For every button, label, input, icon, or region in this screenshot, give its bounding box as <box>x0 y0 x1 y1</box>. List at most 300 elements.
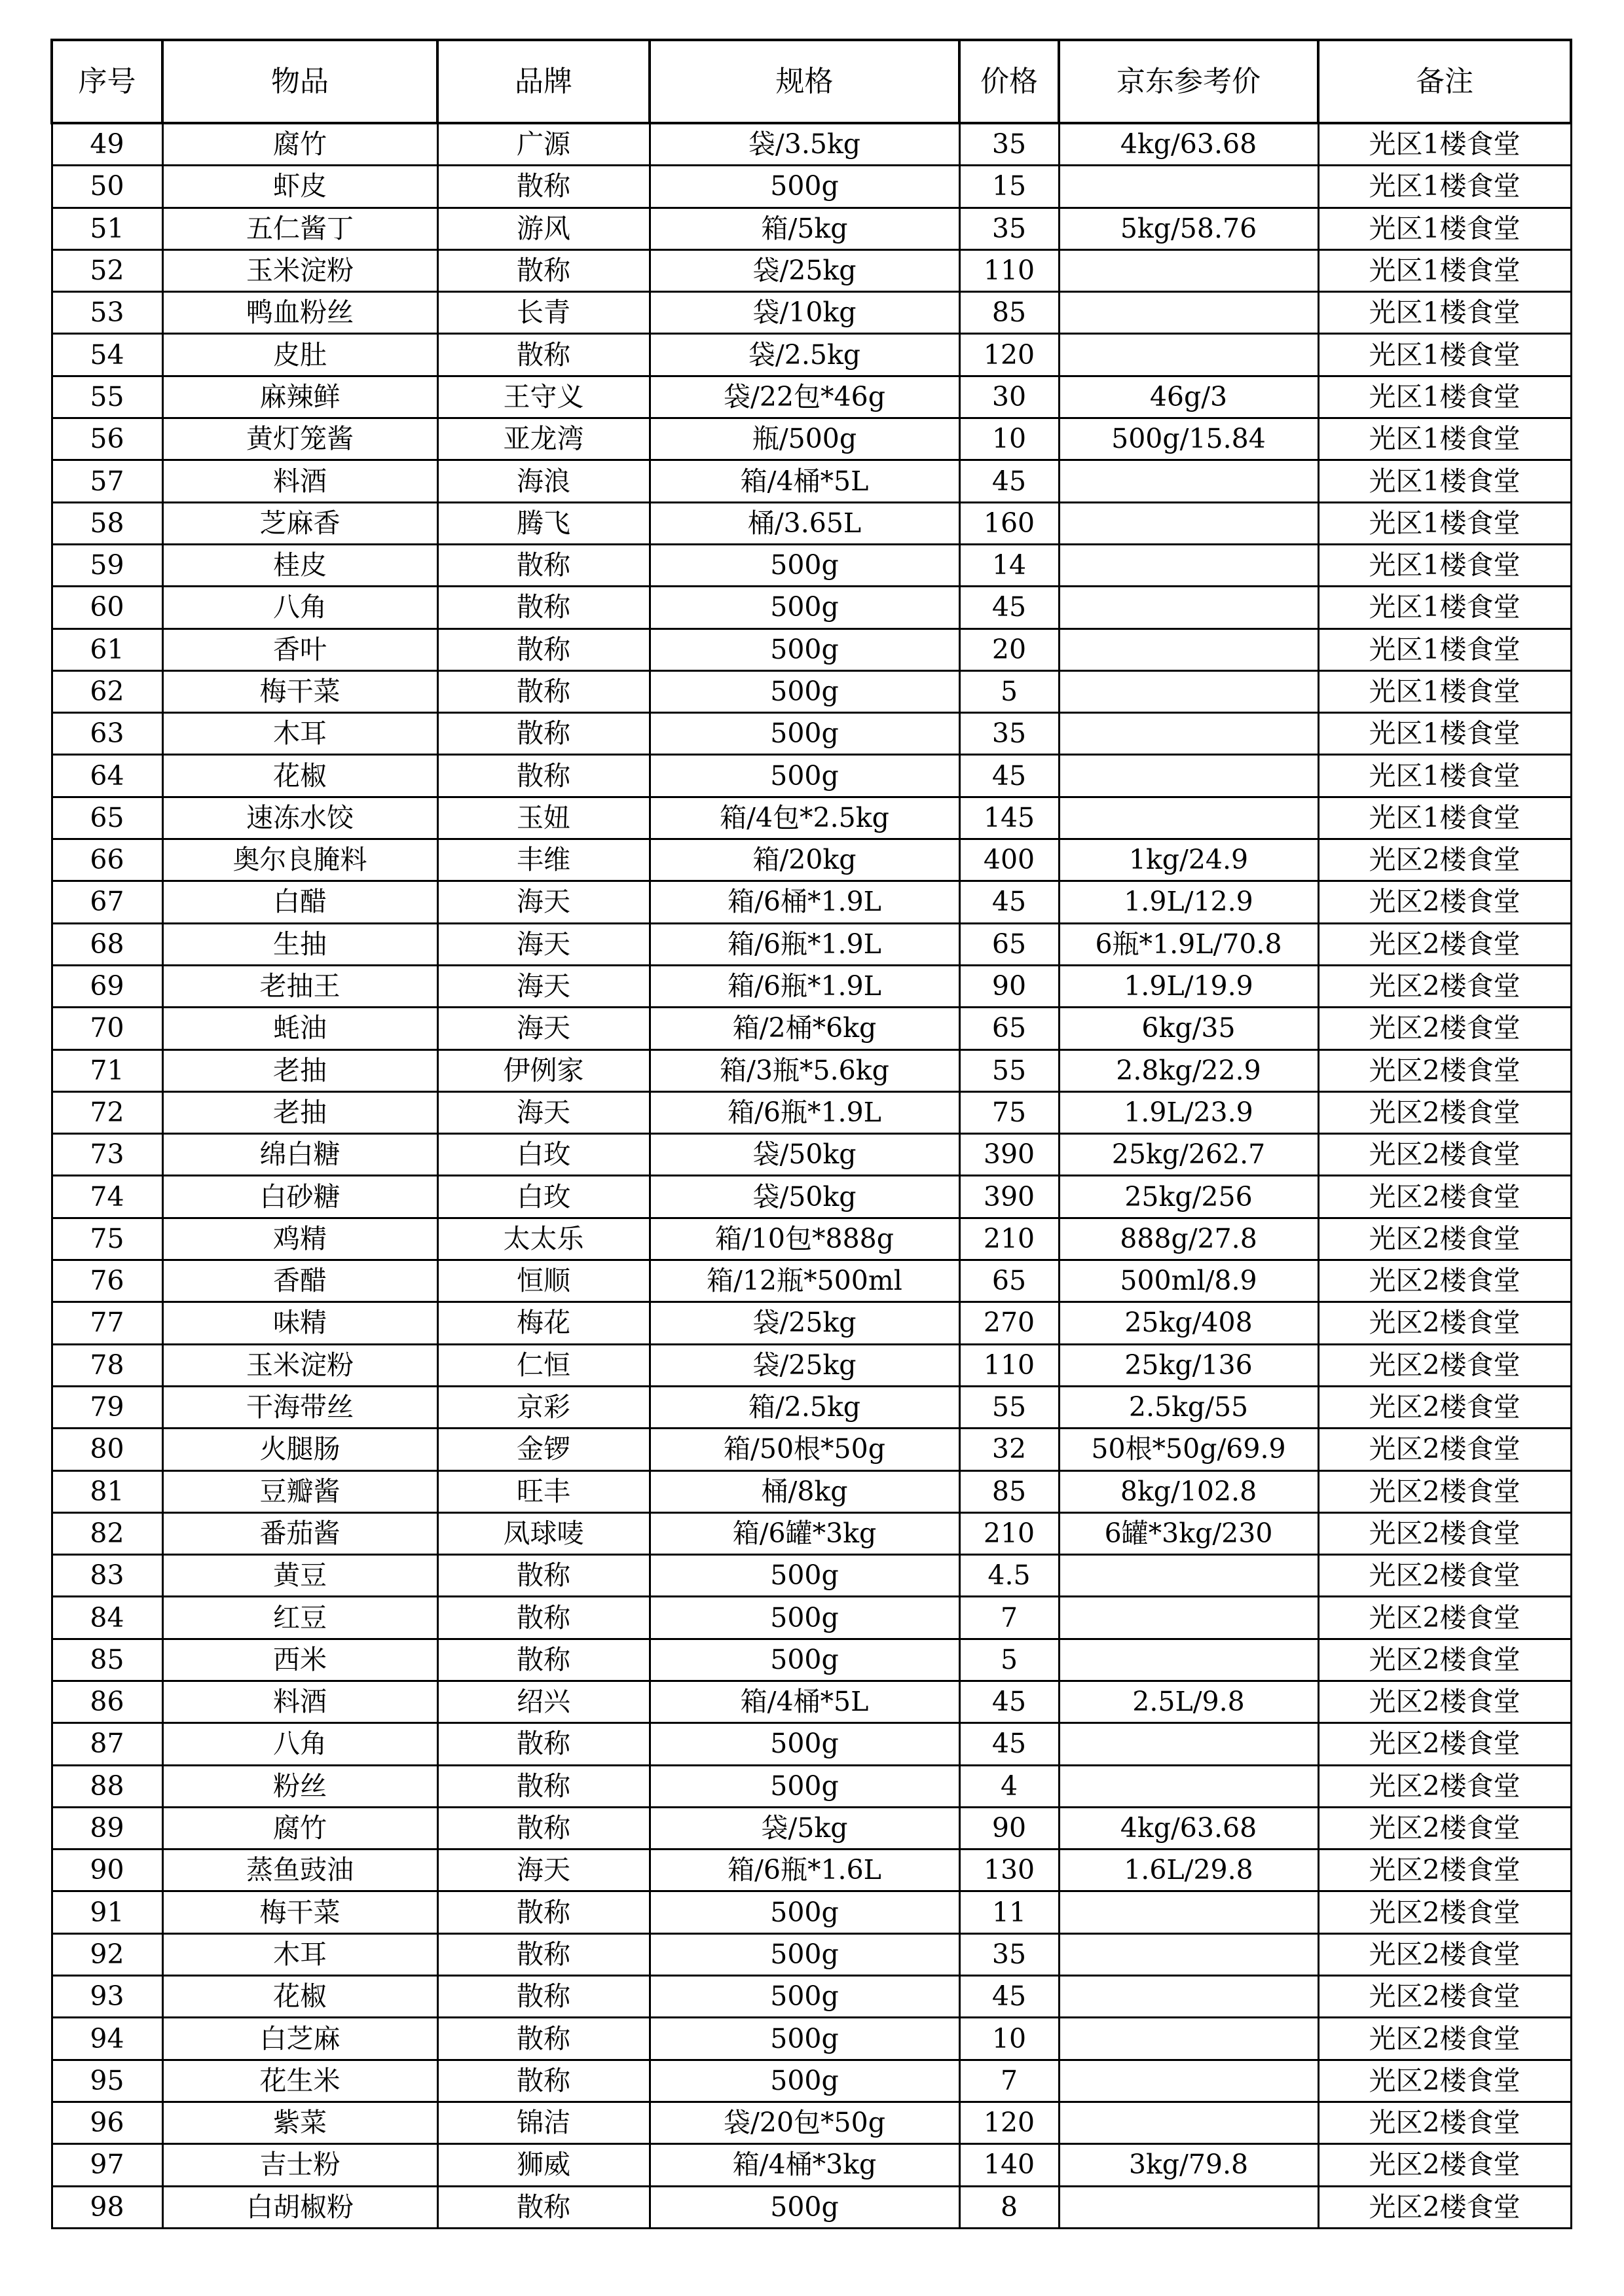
cell-brand: 散称 <box>437 713 650 755</box>
cell-remark: 光区2楼食堂 <box>1318 1218 1571 1260</box>
cell-index: 76 <box>52 1260 162 1302</box>
cell-remark: 光区2楼食堂 <box>1318 1386 1571 1428</box>
cell-price: 210 <box>959 1218 1059 1260</box>
cell-index: 85 <box>52 1639 162 1681</box>
cell-price: 45 <box>959 460 1059 502</box>
cell-brand: 白玫 <box>437 1176 650 1218</box>
cell-brand: 散称 <box>437 1807 650 1849</box>
cell-spec: 袋/20包*50g <box>650 2102 959 2143</box>
cell-price: 7 <box>959 1597 1059 1639</box>
cell-remark: 光区2楼食堂 <box>1318 2018 1571 2060</box>
cell-jd-reference-price <box>1059 2060 1318 2102</box>
cell-jd-reference-price: 1.9L/23.9 <box>1059 1091 1318 1133</box>
cell-remark: 光区2楼食堂 <box>1318 1807 1571 1849</box>
cell-item: 紫菜 <box>162 2102 437 2143</box>
table-row <box>52 1344 1571 1386</box>
cell-index: 90 <box>52 1850 162 1891</box>
cell-item: 蒸鱼豉油 <box>162 1850 437 1891</box>
cell-item: 梅干菜 <box>162 670 437 712</box>
cell-jd-reference-price <box>1059 1639 1318 1681</box>
cell-remark: 光区2楼食堂 <box>1318 2060 1571 2102</box>
table-row <box>52 1386 1571 1428</box>
cell-item: 梅干菜 <box>162 1891 437 1933</box>
cell-jd-reference-price <box>1059 249 1318 291</box>
cell-spec: 箱/20kg <box>650 839 959 881</box>
cell-brand: 锦洁 <box>437 2102 650 2143</box>
table-row <box>52 587 1571 629</box>
cell-index: 54 <box>52 334 162 376</box>
cell-spec: 箱/6桶*1.9L <box>650 881 959 923</box>
cell-item: 番茄酱 <box>162 1512 437 1554</box>
cell-remark: 光区2楼食堂 <box>1318 1344 1571 1386</box>
cell-remark: 光区2楼食堂 <box>1318 2102 1571 2143</box>
cell-jd-reference-price <box>1059 1597 1318 1639</box>
cell-item: 豆瓣酱 <box>162 1470 437 1512</box>
table-row <box>52 1723 1571 1765</box>
cell-remark: 光区1楼食堂 <box>1318 755 1571 797</box>
cell-price: 45 <box>959 1681 1059 1722</box>
cell-spec: 袋/25kg <box>650 249 959 291</box>
cell-price: 30 <box>959 376 1059 418</box>
cell-jd-reference-price: 500g/15.84 <box>1059 418 1318 460</box>
cell-brand: 海天 <box>437 1091 650 1133</box>
table-row <box>52 2060 1571 2102</box>
cell-jd-reference-price: 6kg/35 <box>1059 1008 1318 1049</box>
cell-spec: 箱/2.5kg <box>650 1386 959 1428</box>
cell-brand: 王守义 <box>437 376 650 418</box>
cell-brand: 散称 <box>437 1891 650 1933</box>
cell-spec: 袋/2.5kg <box>650 334 959 376</box>
cell-index: 77 <box>52 1302 162 1344</box>
cell-brand: 凤球唛 <box>437 1512 650 1554</box>
cell-spec: 500g <box>650 1597 959 1639</box>
cell-index: 88 <box>52 1765 162 1807</box>
cell-remark: 光区1楼食堂 <box>1318 587 1571 629</box>
cell-price: 390 <box>959 1134 1059 1176</box>
cell-price: 210 <box>959 1512 1059 1554</box>
table-row <box>52 544 1571 586</box>
cell-index: 82 <box>52 1512 162 1554</box>
cell-remark: 光区2楼食堂 <box>1318 2144 1571 2186</box>
cell-item: 八角 <box>162 587 437 629</box>
cell-spec: 桶/3.65L <box>650 502 959 544</box>
cell-item: 木耳 <box>162 713 437 755</box>
table-row <box>52 755 1571 797</box>
cell-item: 黄豆 <box>162 1555 437 1597</box>
cell-brand: 海天 <box>437 1008 650 1049</box>
cell-price: 110 <box>959 1344 1059 1386</box>
cell-spec: 500g <box>650 1976 959 2018</box>
cell-index: 66 <box>52 839 162 881</box>
table-row <box>52 839 1571 881</box>
cell-item: 皮肚 <box>162 334 437 376</box>
cell-jd-reference-price <box>1059 166 1318 208</box>
cell-price: 45 <box>959 1723 1059 1765</box>
cell-price: 45 <box>959 1976 1059 2018</box>
cell-brand: 仁恒 <box>437 1344 650 1386</box>
cell-brand: 海天 <box>437 965 650 1007</box>
cell-price: 4 <box>959 1765 1059 1807</box>
cell-brand: 散称 <box>437 544 650 586</box>
cell-index: 94 <box>52 2018 162 2060</box>
cell-jd-reference-price <box>1059 629 1318 670</box>
cell-brand: 海天 <box>437 1850 650 1891</box>
cell-price: 35 <box>959 208 1059 249</box>
cell-remark: 光区2楼食堂 <box>1318 1134 1571 1176</box>
cell-brand: 梅花 <box>437 1302 650 1344</box>
table-row <box>52 2186 1571 2228</box>
cell-price: 55 <box>959 1049 1059 1091</box>
cell-item: 木耳 <box>162 1933 437 1975</box>
table-row <box>52 208 1571 249</box>
table-row <box>52 123 1571 166</box>
cell-item: 蚝油 <box>162 1008 437 1049</box>
cell-price: 20 <box>959 629 1059 670</box>
cell-spec: 袋/50kg <box>650 1134 959 1176</box>
cell-remark: 光区1楼食堂 <box>1318 123 1571 166</box>
cell-price: 10 <box>959 2018 1059 2060</box>
cell-price: 35 <box>959 123 1059 166</box>
cell-index: 59 <box>52 544 162 586</box>
cell-item: 吉士粉 <box>162 2144 437 2186</box>
cell-jd-reference-price: 1kg/24.9 <box>1059 839 1318 881</box>
cell-spec: 箱/50根*50g <box>650 1429 959 1470</box>
cell-spec: 500g <box>650 166 959 208</box>
cell-brand: 散称 <box>437 1555 650 1597</box>
cell-brand: 散称 <box>437 1639 650 1681</box>
cell-index: 83 <box>52 1555 162 1597</box>
cell-item: 老抽王 <box>162 965 437 1007</box>
cell-brand: 恒顺 <box>437 1260 650 1302</box>
cell-spec: 箱/3瓶*5.6kg <box>650 1049 959 1091</box>
cell-jd-reference-price <box>1059 502 1318 544</box>
cell-jd-reference-price: 4kg/63.68 <box>1059 123 1318 166</box>
cell-brand: 亚龙湾 <box>437 418 650 460</box>
cell-brand: 丰维 <box>437 839 650 881</box>
table-row <box>52 1976 1571 2018</box>
table-row <box>52 1681 1571 1722</box>
cell-item: 玉米淀粉 <box>162 249 437 291</box>
cell-index: 50 <box>52 166 162 208</box>
cell-spec: 箱/6罐*3kg <box>650 1512 959 1554</box>
table-row <box>52 629 1571 670</box>
cell-brand: 散称 <box>437 755 650 797</box>
table-body <box>52 123 1571 2228</box>
cell-index: 75 <box>52 1218 162 1260</box>
cell-remark: 光区1楼食堂 <box>1318 797 1571 839</box>
cell-spec: 箱/4桶*5L <box>650 1681 959 1722</box>
cell-jd-reference-price <box>1059 1555 1318 1597</box>
cell-item: 腐竹 <box>162 1807 437 1849</box>
cell-remark: 光区1楼食堂 <box>1318 460 1571 502</box>
cell-index: 97 <box>52 2144 162 2186</box>
cell-index: 55 <box>52 376 162 418</box>
cell-jd-reference-price: 1.9L/12.9 <box>1059 881 1318 923</box>
cell-index: 61 <box>52 629 162 670</box>
table-row <box>52 713 1571 755</box>
cell-price: 65 <box>959 1008 1059 1049</box>
cell-item: 麻辣鲜 <box>162 376 437 418</box>
table-row <box>52 923 1571 965</box>
header-remark: 备注 <box>1318 40 1571 123</box>
cell-remark: 光区2楼食堂 <box>1318 2186 1571 2228</box>
cell-brand: 白玫 <box>437 1134 650 1176</box>
cell-brand: 太太乐 <box>437 1218 650 1260</box>
cell-price: 90 <box>959 1807 1059 1849</box>
cell-price: 32 <box>959 1429 1059 1470</box>
table-row <box>52 1260 1571 1302</box>
header-spec: 规格 <box>650 40 959 123</box>
cell-item: 花椒 <box>162 1976 437 2018</box>
cell-item: 八角 <box>162 1723 437 1765</box>
table-row <box>52 1807 1571 1849</box>
cell-remark: 光区1楼食堂 <box>1318 713 1571 755</box>
cell-spec: 箱/4桶*3kg <box>650 2144 959 2186</box>
cell-remark: 光区1楼食堂 <box>1318 166 1571 208</box>
cell-price: 75 <box>959 1091 1059 1133</box>
cell-index: 91 <box>52 1891 162 1933</box>
cell-jd-reference-price: 5kg/58.76 <box>1059 208 1318 249</box>
cell-item: 老抽 <box>162 1049 437 1091</box>
cell-jd-reference-price <box>1059 2018 1318 2060</box>
cell-remark: 光区2楼食堂 <box>1318 1891 1571 1933</box>
table-row <box>52 1555 1571 1597</box>
cell-brand: 散称 <box>437 2186 650 2228</box>
table-row <box>52 1049 1571 1091</box>
cell-remark: 光区1楼食堂 <box>1318 208 1571 249</box>
cell-jd-reference-price <box>1059 670 1318 712</box>
cell-item: 香叶 <box>162 629 437 670</box>
cell-item: 香醋 <box>162 1260 437 1302</box>
cell-price: 5 <box>959 670 1059 712</box>
cell-price: 270 <box>959 1302 1059 1344</box>
cell-price: 35 <box>959 713 1059 755</box>
cell-index: 78 <box>52 1344 162 1386</box>
header-row <box>52 40 1571 123</box>
cell-price: 45 <box>959 881 1059 923</box>
cell-remark: 光区1楼食堂 <box>1318 629 1571 670</box>
cell-jd-reference-price: 3kg/79.8 <box>1059 2144 1318 2186</box>
cell-spec: 500g <box>650 713 959 755</box>
cell-index: 95 <box>52 2060 162 2102</box>
cell-item: 花生米 <box>162 2060 437 2102</box>
cell-index: 87 <box>52 1723 162 1765</box>
cell-jd-reference-price: 2.5L/9.8 <box>1059 1681 1318 1722</box>
cell-jd-reference-price <box>1059 587 1318 629</box>
cell-brand: 玉妞 <box>437 797 650 839</box>
cell-remark: 光区1楼食堂 <box>1318 249 1571 291</box>
cell-spec: 500g <box>650 587 959 629</box>
cell-spec: 袋/22包*46g <box>650 376 959 418</box>
table-header <box>52 40 1571 123</box>
cell-jd-reference-price: 4kg/63.68 <box>1059 1807 1318 1849</box>
cell-price: 120 <box>959 334 1059 376</box>
cell-remark: 光区2楼食堂 <box>1318 1470 1571 1512</box>
cell-brand: 散称 <box>437 1933 650 1975</box>
cell-remark: 光区2楼食堂 <box>1318 965 1571 1007</box>
cell-price: 45 <box>959 755 1059 797</box>
cell-index: 98 <box>52 2186 162 2228</box>
table-row <box>52 1091 1571 1133</box>
cell-remark: 光区2楼食堂 <box>1318 1008 1571 1049</box>
cell-index: 57 <box>52 460 162 502</box>
cell-index: 70 <box>52 1008 162 1049</box>
cell-remark: 光区2楼食堂 <box>1318 1512 1571 1554</box>
header-item: 物品 <box>162 40 437 123</box>
cell-spec: 箱/4桶*5L <box>650 460 959 502</box>
cell-brand: 海天 <box>437 881 650 923</box>
table-row <box>52 249 1571 291</box>
cell-remark: 光区2楼食堂 <box>1318 1765 1571 1807</box>
cell-index: 53 <box>52 292 162 334</box>
cell-remark: 光区2楼食堂 <box>1318 1597 1571 1639</box>
cell-brand: 散称 <box>437 670 650 712</box>
cell-spec: 袋/25kg <box>650 1302 959 1344</box>
cell-jd-reference-price: 500ml/8.9 <box>1059 1260 1318 1302</box>
cell-price: 7 <box>959 2060 1059 2102</box>
cell-item: 玉米淀粉 <box>162 1344 437 1386</box>
cell-remark: 光区2楼食堂 <box>1318 1429 1571 1470</box>
cell-spec: 500g <box>650 2060 959 2102</box>
cell-remark: 光区2楼食堂 <box>1318 1091 1571 1133</box>
cell-item: 五仁酱丁 <box>162 208 437 249</box>
cell-item: 花椒 <box>162 755 437 797</box>
cell-remark: 光区2楼食堂 <box>1318 1049 1571 1091</box>
cell-remark: 光区1楼食堂 <box>1318 292 1571 334</box>
cell-item: 桂皮 <box>162 544 437 586</box>
cell-item: 绵白糖 <box>162 1134 437 1176</box>
cell-spec: 箱/6瓶*1.9L <box>650 965 959 1007</box>
cell-jd-reference-price <box>1059 544 1318 586</box>
cell-index: 80 <box>52 1429 162 1470</box>
cell-spec: 500g <box>650 544 959 586</box>
cell-index: 69 <box>52 965 162 1007</box>
cell-spec: 箱/5kg <box>650 208 959 249</box>
cell-jd-reference-price <box>1059 1723 1318 1765</box>
table-row <box>52 1933 1571 1975</box>
cell-brand: 散称 <box>437 587 650 629</box>
cell-price: 55 <box>959 1386 1059 1428</box>
cell-price: 65 <box>959 1260 1059 1302</box>
header-brand: 品牌 <box>437 40 650 123</box>
cell-spec: 箱/2桶*6kg <box>650 1008 959 1049</box>
cell-item: 白芝麻 <box>162 2018 437 2060</box>
cell-brand: 广源 <box>437 123 650 166</box>
cell-remark: 光区1楼食堂 <box>1318 418 1571 460</box>
cell-spec: 袋/10kg <box>650 292 959 334</box>
cell-jd-reference-price <box>1059 1891 1318 1933</box>
cell-price: 14 <box>959 544 1059 586</box>
cell-index: 56 <box>52 418 162 460</box>
cell-brand: 散称 <box>437 2060 650 2102</box>
cell-spec: 箱/10包*888g <box>650 1218 959 1260</box>
cell-item: 鸭血粉丝 <box>162 292 437 334</box>
cell-jd-reference-price <box>1059 460 1318 502</box>
cell-remark: 光区2楼食堂 <box>1318 1555 1571 1597</box>
header-jd-reference-price: 京东参考价 <box>1059 40 1318 123</box>
cell-spec: 500g <box>650 755 959 797</box>
cell-remark: 光区2楼食堂 <box>1318 1681 1571 1722</box>
cell-price: 45 <box>959 587 1059 629</box>
cell-index: 67 <box>52 881 162 923</box>
cell-spec: 500g <box>650 1723 959 1765</box>
cell-jd-reference-price: 25kg/408 <box>1059 1302 1318 1344</box>
cell-price: 8 <box>959 2186 1059 2228</box>
table-row <box>52 1429 1571 1470</box>
cell-spec: 箱/12瓶*500ml <box>650 1260 959 1302</box>
cell-jd-reference-price <box>1059 1765 1318 1807</box>
cell-spec: 箱/6瓶*1.9L <box>650 923 959 965</box>
cell-index: 68 <box>52 923 162 965</box>
cell-spec: 瓶/500g <box>650 418 959 460</box>
cell-index: 71 <box>52 1049 162 1091</box>
cell-jd-reference-price: 25kg/136 <box>1059 1344 1318 1386</box>
cell-spec: 袋/25kg <box>650 1344 959 1386</box>
cell-jd-reference-price <box>1059 2186 1318 2228</box>
cell-item: 速冻水饺 <box>162 797 437 839</box>
cell-remark: 光区2楼食堂 <box>1318 1976 1571 2018</box>
cell-remark: 光区2楼食堂 <box>1318 1260 1571 1302</box>
cell-item: 火腿肠 <box>162 1429 437 1470</box>
table-row <box>52 881 1571 923</box>
cell-brand: 散称 <box>437 334 650 376</box>
cell-item: 腐竹 <box>162 123 437 166</box>
cell-item: 老抽 <box>162 1091 437 1133</box>
cell-brand: 散称 <box>437 1723 650 1765</box>
cell-price: 400 <box>959 839 1059 881</box>
cell-brand: 散称 <box>437 1976 650 2018</box>
cell-price: 85 <box>959 1470 1059 1512</box>
cell-item: 白醋 <box>162 881 437 923</box>
cell-index: 79 <box>52 1386 162 1428</box>
table-row <box>52 1639 1571 1681</box>
cell-price: 120 <box>959 2102 1059 2143</box>
cell-jd-reference-price: 1.6L/29.8 <box>1059 1850 1318 1891</box>
cell-jd-reference-price: 46g/3 <box>1059 376 1318 418</box>
cell-brand: 散称 <box>437 1765 650 1807</box>
cell-jd-reference-price <box>1059 797 1318 839</box>
cell-index: 72 <box>52 1091 162 1133</box>
cell-remark: 光区2楼食堂 <box>1318 1723 1571 1765</box>
cell-jd-reference-price <box>1059 755 1318 797</box>
cell-spec: 500g <box>650 1765 959 1807</box>
table-row <box>52 1008 1571 1049</box>
cell-item: 芝麻香 <box>162 502 437 544</box>
cell-remark: 光区2楼食堂 <box>1318 1639 1571 1681</box>
table-row <box>52 166 1571 208</box>
cell-item: 粉丝 <box>162 1765 437 1807</box>
table-row <box>52 797 1571 839</box>
cell-remark: 光区2楼食堂 <box>1318 1933 1571 1975</box>
cell-brand: 腾飞 <box>437 502 650 544</box>
cell-index: 84 <box>52 1597 162 1639</box>
cell-brand: 散称 <box>437 1597 650 1639</box>
cell-index: 52 <box>52 249 162 291</box>
cell-item: 料酒 <box>162 1681 437 1722</box>
cell-remark: 光区2楼食堂 <box>1318 1176 1571 1218</box>
table-row <box>52 1765 1571 1807</box>
cell-spec: 500g <box>650 1555 959 1597</box>
cell-item: 白砂糖 <box>162 1176 437 1218</box>
cell-spec: 箱/6瓶*1.6L <box>650 1850 959 1891</box>
table-row <box>52 1302 1571 1344</box>
cell-spec: 袋/50kg <box>650 1176 959 1218</box>
cell-price: 90 <box>959 965 1059 1007</box>
cell-item: 虾皮 <box>162 166 437 208</box>
cell-remark: 光区2楼食堂 <box>1318 1302 1571 1344</box>
cell-price: 4.5 <box>959 1555 1059 1597</box>
cell-item: 白胡椒粉 <box>162 2186 437 2228</box>
